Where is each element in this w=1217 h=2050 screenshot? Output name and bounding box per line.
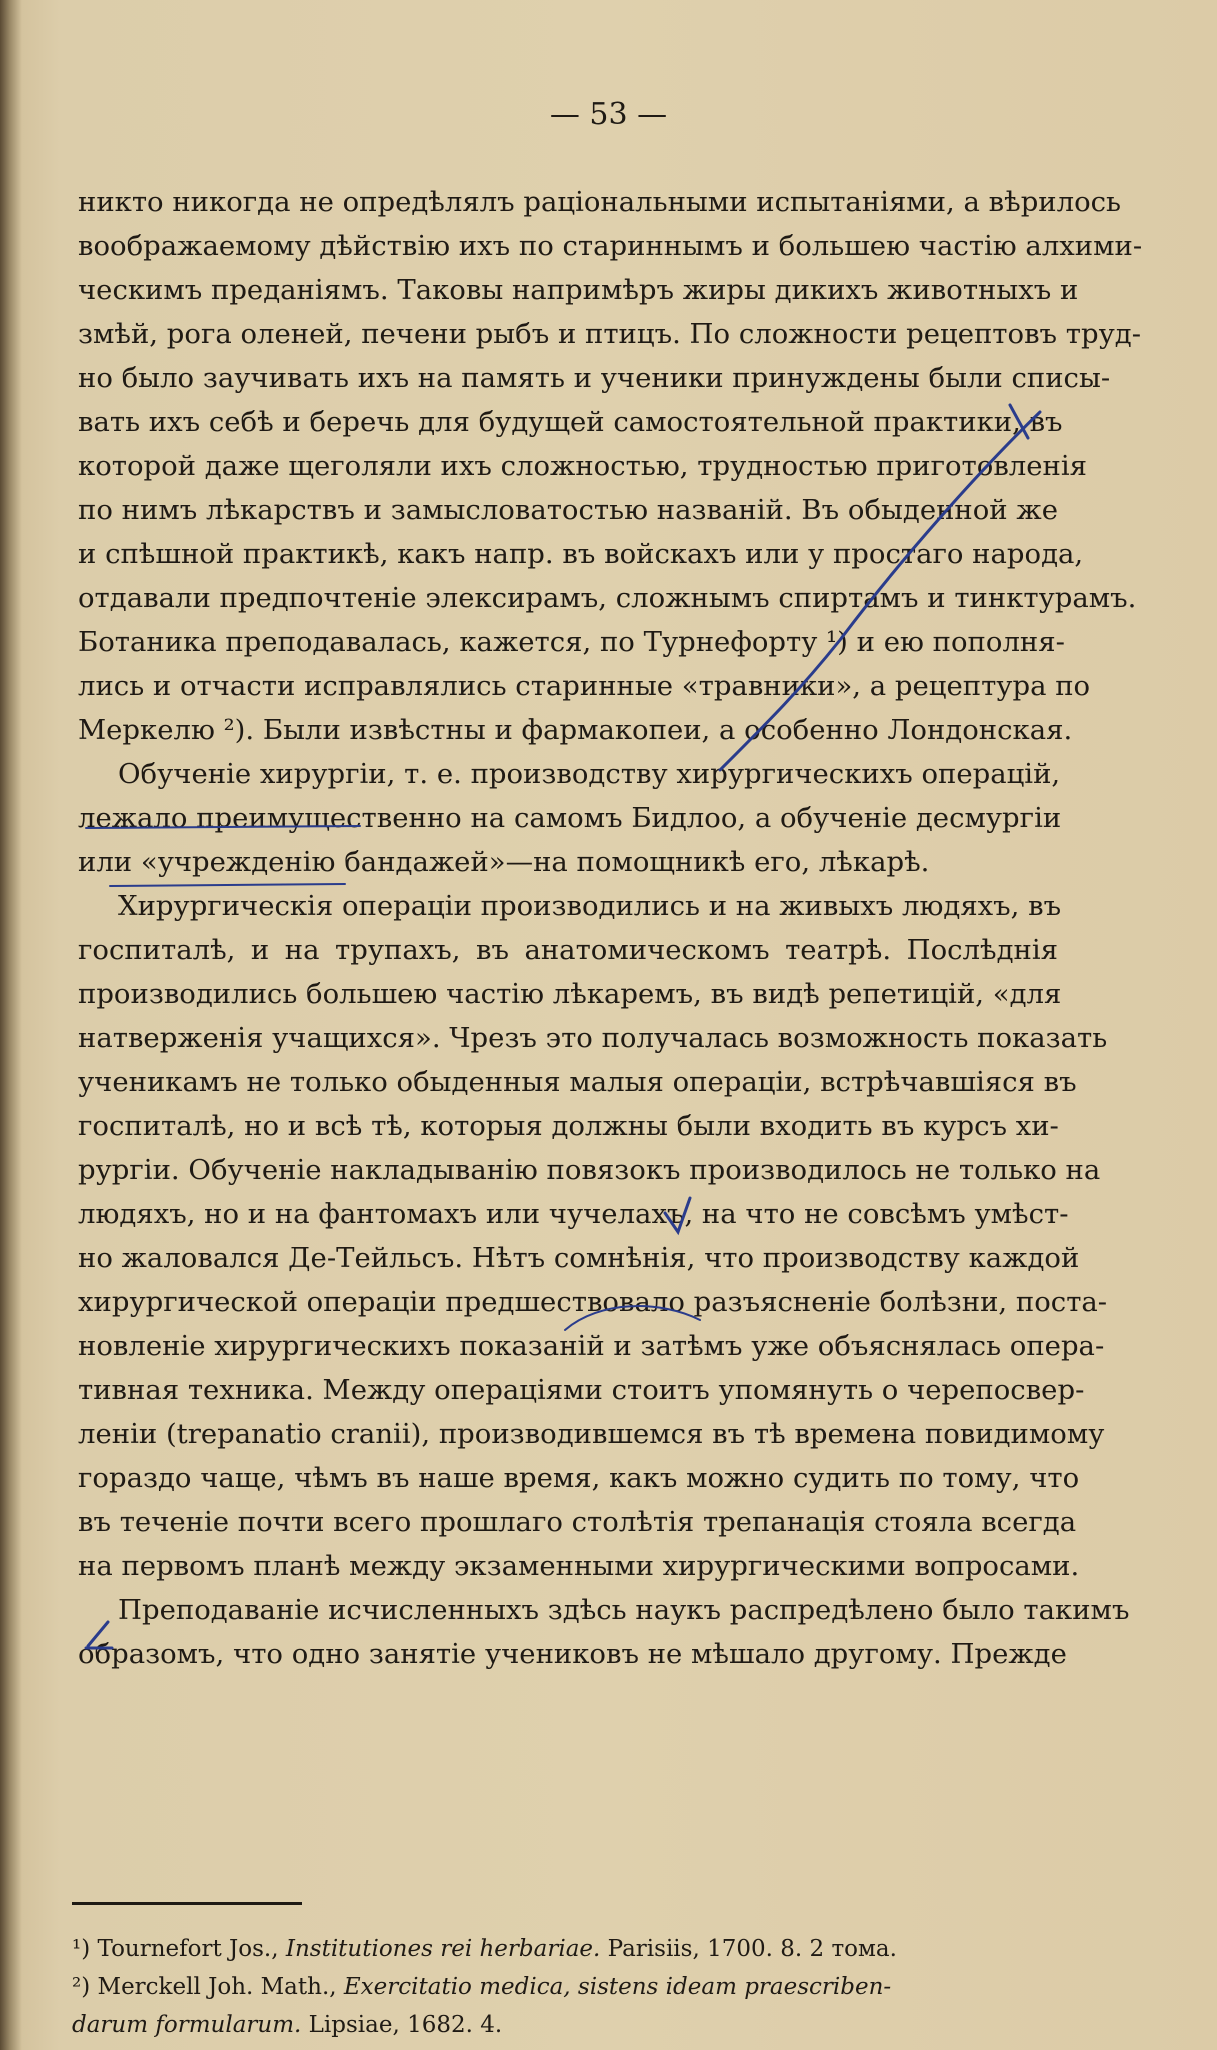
text-line: рургіи. Обученіе накладыванію повязокъ производилось не только на [78, 1154, 1101, 1186]
footnote-author: Tournefort Jos., [97, 1936, 279, 1962]
footnote-title: Exercitatio medica, sistens ideam praescriben- [343, 1974, 892, 2000]
footnote-imprint: Lipsiae, 1682. 4. [308, 2012, 503, 2038]
text-line: но было заучивать ихъ на память и ученики принуждены были списы- [78, 362, 1111, 394]
footnote-2 [72, 1968, 1062, 2006]
text-line: Ботаника преподавалась, кажется, по Турнефорту ¹) и ею пополня- [78, 626, 1065, 658]
text-line: или «учрежденію бандажей»—на помощникѣ его, лѣкарѣ. [78, 846, 930, 878]
footnote-imprint: Parisiis, 1700. 8. 2 тома. [607, 1936, 897, 1962]
text-line: лежало преимущественно на самомъ Бидлоо, а обученіе десмургіи [78, 802, 1062, 834]
text-line: отдавали предпочтеніе элексирамъ, сложнымъ спиртамъ и тинктурамъ. [78, 582, 1137, 614]
footnote-title-continued: darum formularum. [72, 2012, 302, 2038]
text-line: Хирургическія операціи производились и на живыхъ людяхъ, въ [118, 890, 1062, 922]
text-line: людяхъ, но и на фантомахъ или чучелахъ, на что не совсѣмъ умѣст- [78, 1198, 1069, 1230]
text-line: ученикамъ не только обыденныя малыя операціи, встрѣчавшіяся въ [78, 1066, 1077, 1098]
text-line: змѣй, рога оленей, печени рыбъ и птицъ. По сложности рецептовъ труд- [78, 318, 1142, 350]
text-line: хирургической операціи предшествовало разъясненіе болѣзни, поста- [78, 1286, 1108, 1318]
footnote-title: Institutiones rei herbariae. [285, 1936, 601, 1962]
text-line: образомъ, что одно занятіе учениковъ не мѣшало другому. Прежде [78, 1638, 1067, 1670]
text-line: въ теченіе почти всего прошлаго столѣтія трепанація стояла всегда [78, 1506, 1077, 1538]
text-line: на первомъ планѣ между экзаменными хирургическими вопросами. [78, 1550, 1080, 1582]
text-line: Преподаваніе исчисленныхъ здѣсь наукъ распредѣлено было такимъ [118, 1594, 1130, 1626]
page-number: — 53 — [549, 97, 668, 132]
text-line: которой даже щеголяли ихъ сложностью, трудностью приготовленія [78, 450, 1088, 482]
text-line: госпиталѣ, но и всѣ тѣ, которыя должны были входить въ курсъ хи- [78, 1110, 1059, 1142]
text-line: гораздо чаще, чѣмъ въ наше время, какъ можно судить по тому, что [78, 1462, 1080, 1494]
footnote-divider [72, 1902, 302, 1905]
footnote-1 [72, 1930, 1062, 1968]
text-line: тивная техника. Между операціями стоитъ упомянуть о черепосвер- [78, 1374, 1085, 1406]
text-line: воображаемому дѣйствію ихъ по стариннымъ и большею частію алхими- [78, 230, 1143, 262]
text-line: по нимъ лѣкарствъ и замысловатостью названій. Въ обыденной же [78, 494, 1058, 526]
text-line: и спѣшной практикѣ, какъ напр. въ войскахъ или у простаго народа, [78, 538, 1084, 570]
text-line: ческимъ преданіямъ. Таковы напримѣръ жиры дикихъ животныхъ и [78, 274, 1079, 306]
text-line: леніи (trepanatio cranii), производившемся въ тѣ времена повидимому [78, 1418, 1105, 1450]
text-line: Меркелю ²). Были извѣстны и фармакопеи, а особенно Лондонская. [78, 714, 1073, 746]
text-line: лись и отчасти исправлялись старинные «травники», а рецептура по [78, 670, 1091, 702]
footnote-mark: ¹) [72, 1936, 91, 1962]
body-text [78, 180, 1143, 1676]
text-line: Обученіе хирургіи, т. е. производству хирургическихъ операцій, [118, 758, 1061, 790]
footnote-2-continuation [72, 2006, 1062, 2044]
text-line: никто никогда не опредѣлялъ раціональными испытаніями, а вѣрилось [78, 186, 1122, 218]
text-line: натверженія учащихся». Чрезъ это получалась возможность показать [78, 1022, 1108, 1054]
footnotes [72, 1930, 1062, 2044]
footnote-author: Merckell Joh. Math., [97, 1974, 337, 2000]
text-line: новленіе хирургическихъ показаній и затѣмъ уже объяснялась опера- [78, 1330, 1105, 1362]
text-line: госпиталѣ, и на трупахъ, въ анатомическомъ театрѣ. Послѣднія [78, 934, 1058, 966]
text-line: но жаловался Де-Тейльсъ. Нѣтъ сомнѣнія, что производству каждой [78, 1242, 1080, 1274]
text-line: вать ихъ себѣ и беречь для будущей самостоятельной практики, въ [78, 406, 1063, 438]
text-line: производились большею частію лѣкаремъ, въ видѣ репетицій, «для [78, 978, 1062, 1010]
footnote-mark: ²) [72, 1974, 91, 2000]
